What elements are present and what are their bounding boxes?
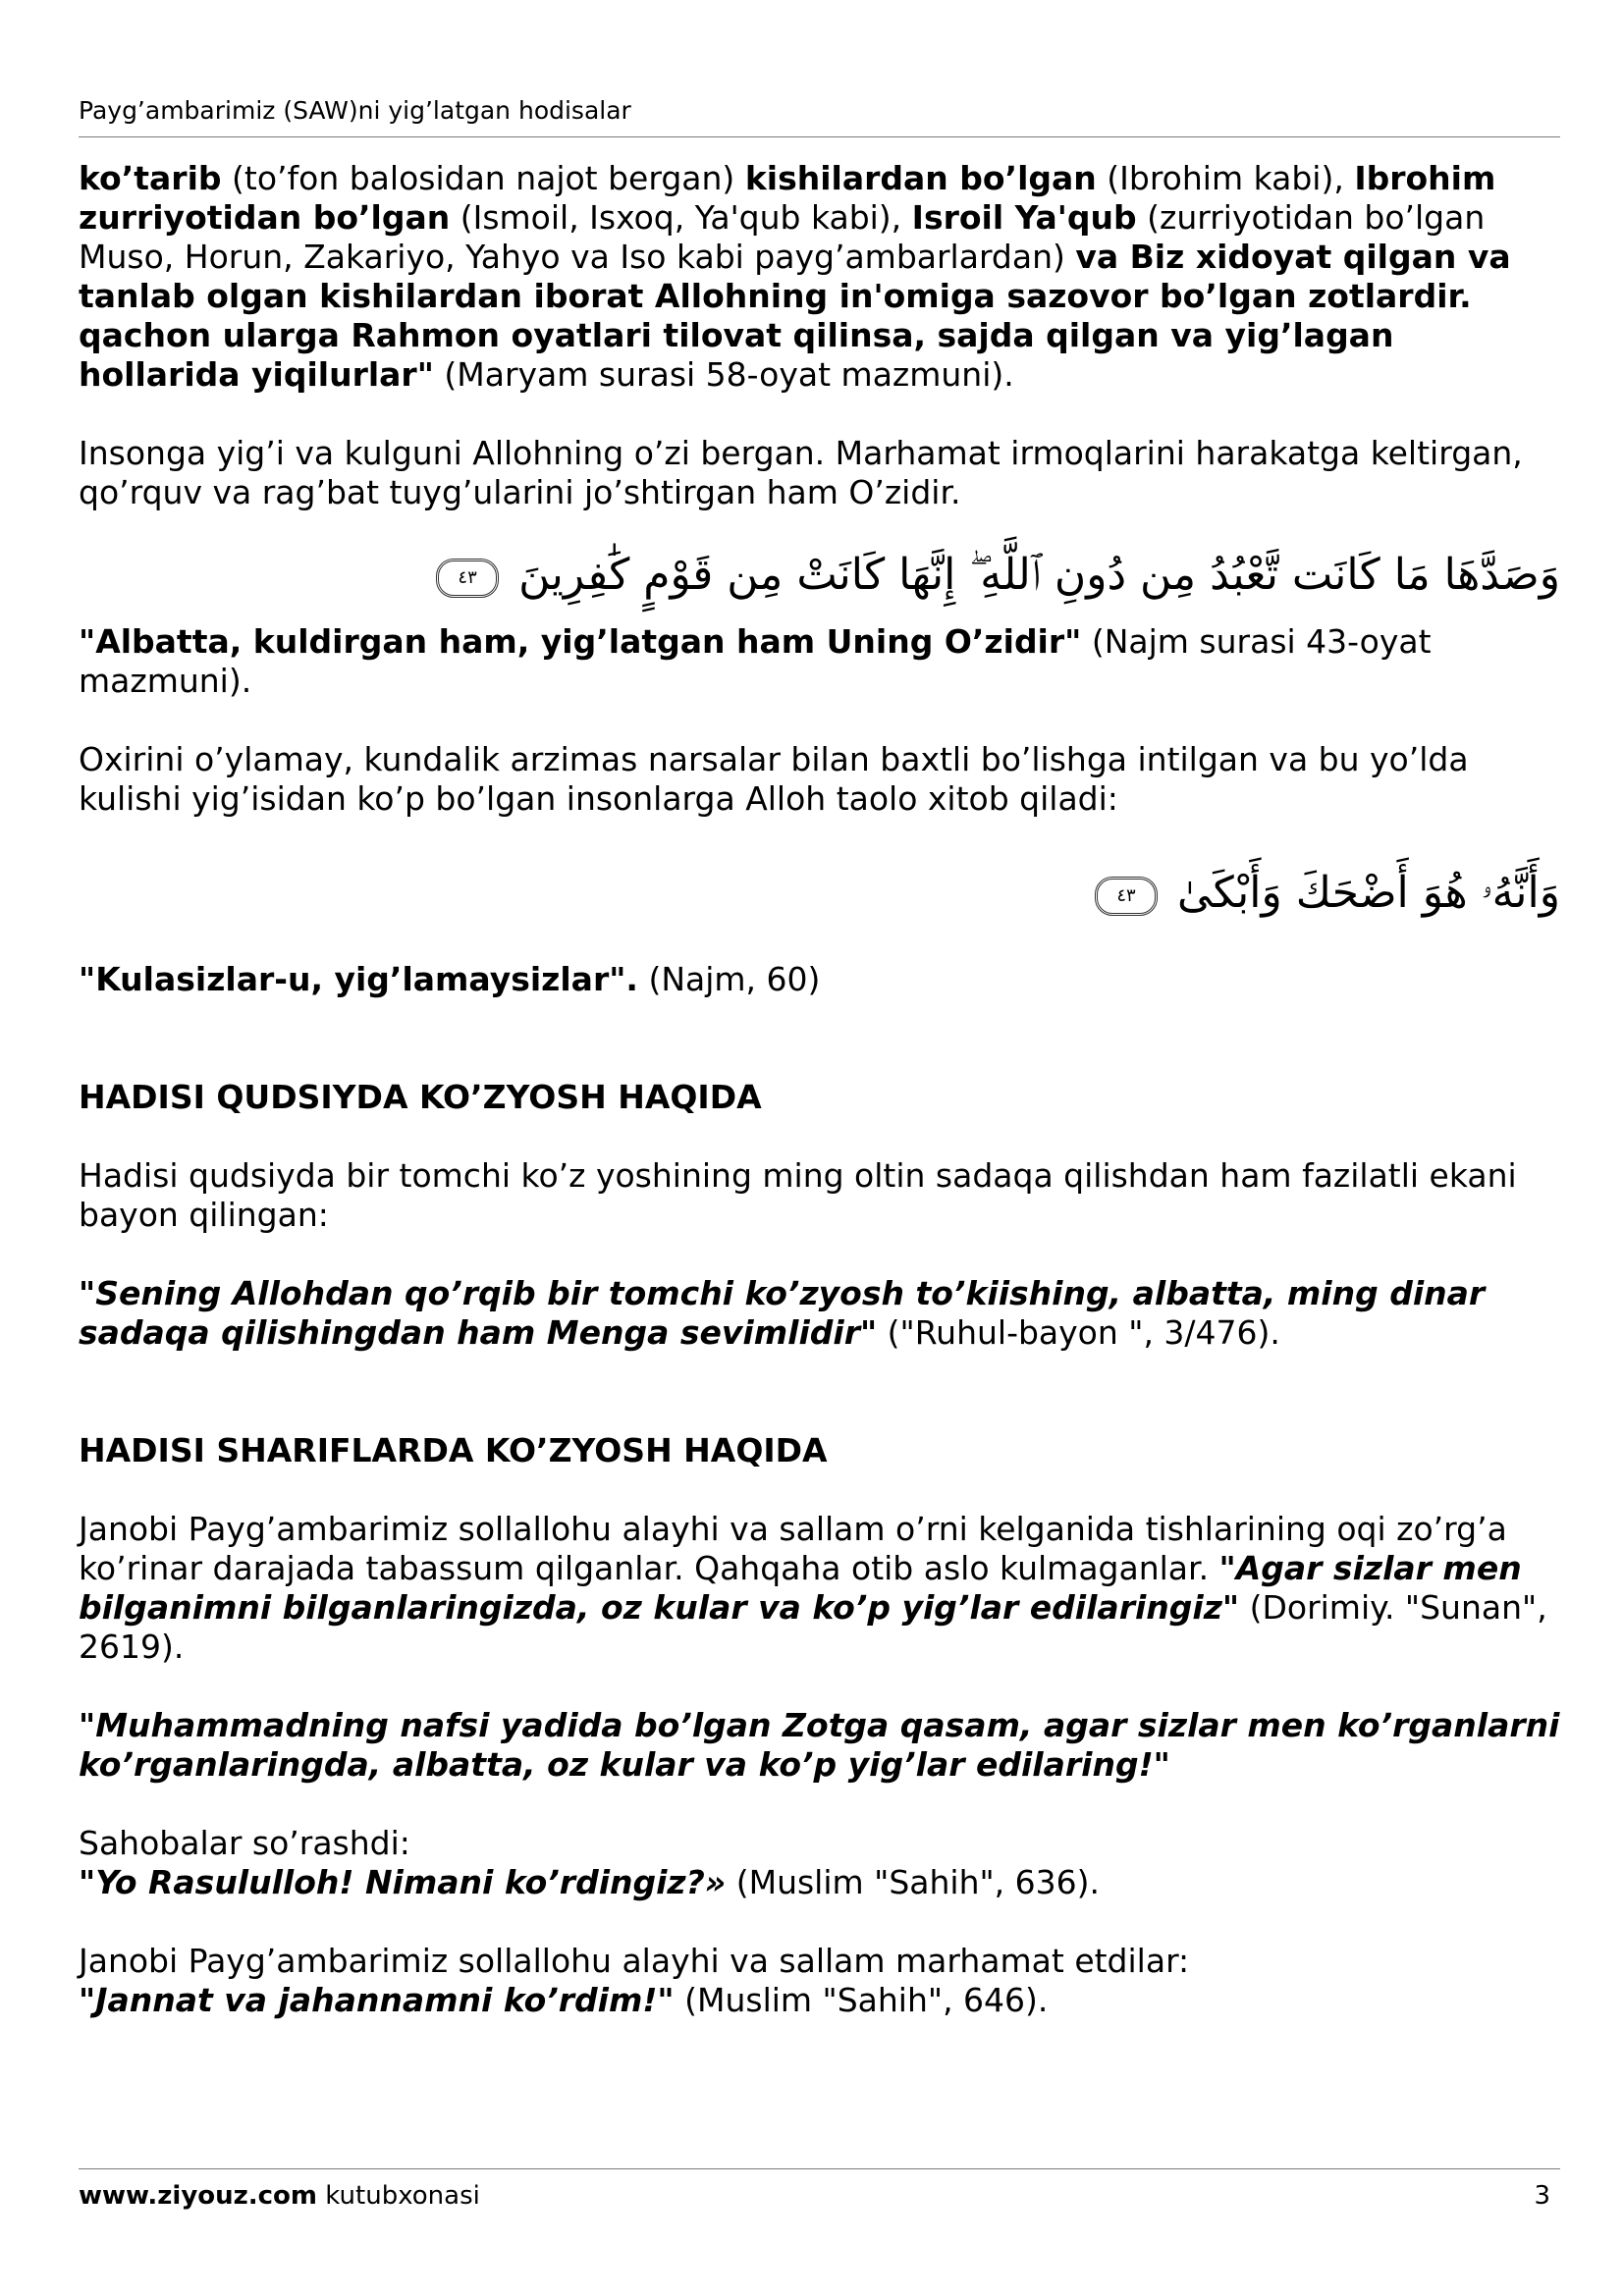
text-normal: (Muslim "Sahih", 636). <box>726 1863 1101 1901</box>
ayah-text: وَأَنَّهُۥ هُوَ أَضْحَكَ وَأَبْكَىٰ <box>1177 868 1560 918</box>
paragraph-qudsi: Hadisi qudsiyda bir tomchi ko’z yoshining ming oltin sadaqa qilishdan ham fazilatli ekani bayon qilingan: <box>79 1156 1517 1234</box>
text-normal: ("Ruhul-bayon ", 3/476). <box>877 1313 1280 1352</box>
text-normal: (Ismoil, Isxoq, Ya'qub kabi), <box>450 198 912 237</box>
paragraph-qudsi-quote <box>79 1274 1560 1353</box>
paragraph-smile <box>79 1510 1560 1667</box>
ayah-text: وَصَدَّهَا مَا كَانَت تَّعْبُدُ مِن دُونِ ٱللَّهِ ۖ إِنَّهَا كَانَتْ مِن قَوْمٍ كَٰفِرِينَ <box>518 550 1560 600</box>
text-bold-italic: "Jannat va jahannamni ko’rdim!" <box>79 1981 675 2019</box>
paragraph-laughter-tears: Insonga yig’i va kulguni Allohning o’zi bergan. Marhamat irmoqlarini harakatga keltirgan, qo’rquv va rag’bat tuyg’ularini jo’shtirgan ham O’zidir. <box>79 434 1523 511</box>
arabic-ayah <box>79 528 1560 622</box>
ayah-number-marker: ٤٣ <box>1095 877 1158 916</box>
text-bold: Isroil Ya'qub <box>911 198 1137 237</box>
section-heading: HADISI SHARIFLARDA KO’ZYOSH HAQIDA <box>79 1431 828 1469</box>
paragraph-quran-58 <box>79 159 1560 395</box>
text-normal: Sahobalar so’rashdi: <box>79 1824 410 1862</box>
text-bold: va Biz xidoyat qilgan va tanlab olgan kishilardan iborat Allohning in'omiga sazovor bo’lgan zotlardir. qachon ularga Rahmon oyatlari tilovat qilinsa, sajda qilgan va yig’lagan hollarida yiqilurlar" <box>79 238 1511 394</box>
footer <box>79 2181 480 2211</box>
text-normal: Janobi Payg’ambarimiz sollallohu alayhi va sallam marhamat etdilar: <box>79 1942 1190 1980</box>
text-normal: (Najm surasi 43-oyat mazmuni). <box>79 622 1432 700</box>
text-normal: (Maryam surasi 58-oyat mazmuni). <box>433 355 1014 394</box>
footer-divider <box>79 2168 1560 2169</box>
text-bold: kishilardan bo’lgan <box>744 159 1097 197</box>
paragraph-najm-60 <box>79 960 1560 999</box>
text-normal: (zurriyotidan bo’lgan Muso, Horun, Zakariyo, Yahyo va Iso kabi payg’ambarlardan) <box>79 198 1486 276</box>
text-normal: (Muslim "Sahih", 646). <box>674 1981 1049 2019</box>
text-normal: Janobi Payg’ambarimiz sollallohu alayhi va sallam o’rni kelganida tishlarining oqi zo’rg’a ko’rinar darajada tabassum qilganlar. Qahqaha otib aslo kulmaganlar. <box>79 1510 1507 1587</box>
text-bold: Ibrohim zurriyotidan bo’lgan <box>79 159 1496 237</box>
text-normal: (to’fon balosidan najot bergan) <box>221 159 745 197</box>
arabic-ayah <box>79 846 1560 940</box>
footer-label: kutubxonasi <box>317 2181 480 2211</box>
text-bold: "Albatta, kuldirgan ham, yig’latgan ham Uning O’zidir" <box>79 622 1082 661</box>
text-bold: "Kulasizlar-u, yig’lamaysizlar". <box>79 960 638 998</box>
paragraph-question <box>79 1824 1560 1902</box>
text-normal: (Najm, 60) <box>637 960 821 998</box>
paragraph-najm-43 <box>79 622 1560 701</box>
paragraph-answer <box>79 1942 1560 2020</box>
paragraph-address: Oxirini o’ylamay, kundalik arzimas narsalar bilan baxtli bo’lishga intilgan va bu yo’lda kulishi yig’isidan ko’p bo’lgan insonlarga Alloh taolo xitob qiladi: <box>79 740 1469 818</box>
header-divider <box>79 136 1560 137</box>
section-heading: HADISI QUDSIYDA KO’ZYOSH HAQIDA <box>79 1078 762 1116</box>
page-content <box>79 159 1560 2020</box>
footer-site-link[interactable]: www.ziyouz.com <box>79 2181 318 2211</box>
ayah-number-marker: ٤٣ <box>436 559 499 598</box>
text-bold-italic: "Sening Allohdan qo’rqib bir tomchi ko’zyosh to’kiishing, albatta, ming dinar sadaqa qilishingdan ham Menga sevimlidir" <box>79 1274 1486 1352</box>
paragraph-oath <box>79 1706 1560 1785</box>
text-bold-italic: "Yo Rasululloh! Nimani ko’rdingiz?» <box>79 1863 727 1901</box>
running-header: Payg’ambarimiz (SAW)ni yig’latgan hodisalar <box>79 96 631 125</box>
text-bold-italic: "Muhammadning nafsi yadida bo’lgan Zotga qasam, agar sizlar men ko’rganlarni ko’rganlaringda, albatta, oz kular va ko’p yig’lar edilaring!" <box>79 1706 1560 1784</box>
text-bold: ko’tarib <box>79 159 222 197</box>
text-normal: (Ibrohim kabi), <box>1096 159 1355 197</box>
text-normal: (Dorimiy. "Sunan", 2619). <box>79 1588 1547 1666</box>
page-number: 3 <box>1534 2181 1550 2211</box>
text-bold-italic: "Agar sizlar men bilganimni bilganlaringizda, oz kular va ko’p yig’lar edilaringiz" <box>79 1549 1522 1627</box>
